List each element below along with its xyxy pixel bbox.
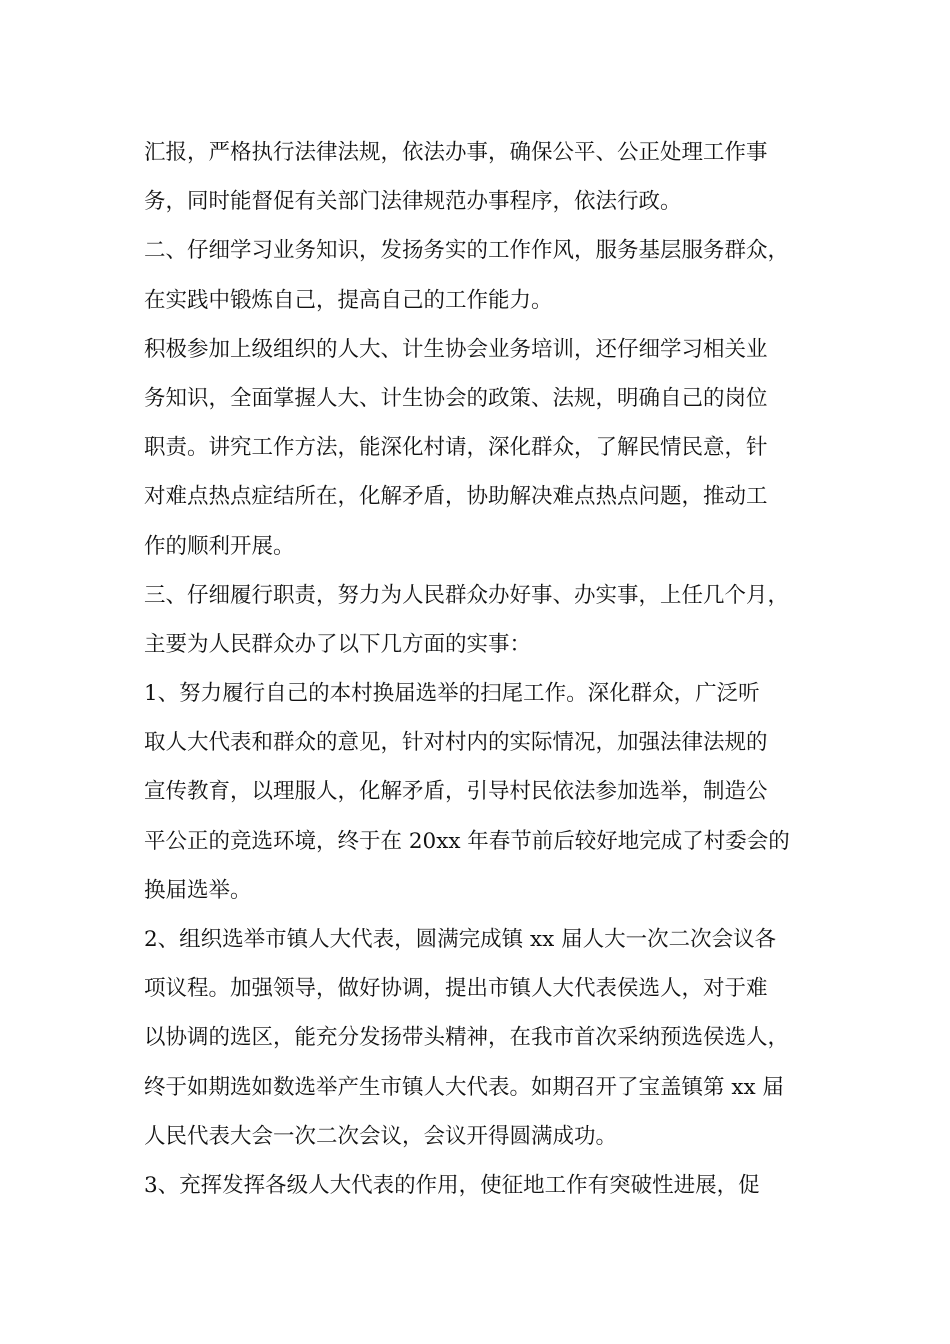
text-line: 对难点热点症结所在，化解矛盾，协助解决难点热点问题，推动工 <box>144 484 768 510</box>
text-line: 以协调的选区，能充分发扬带头精神，在我市首次采纳预选侯选人， <box>144 1025 790 1051</box>
text-line: 平公正的竞选环境，终于在 20xx 年春节前后较好地完成了村委会的 <box>144 828 790 854</box>
text-line: 务，同时能督促有关部门法律规范办事程序，依法行政。 <box>144 189 682 215</box>
text-line: 汇报，严格执行法律法规，依法办事，确保公平、公正处理工作事 <box>144 140 768 165</box>
text-line: 在实践中锻炼自己，提高自己的工作能力。 <box>144 287 553 313</box>
text-line: 人民代表大会一次二次会议，会议开得圆满成功。 <box>144 1123 618 1149</box>
text-line: 3、充挥发挥各级人大代表的作用，使征地工作有突破性进展，促 <box>144 1172 760 1198</box>
text-line: 终于如期选如数选举产生市镇人大代表。如期召开了宝盖镇第 xx 届 <box>144 1074 784 1100</box>
text-line: 项议程。加强领导，做好协调，提出市镇人大代表侯选人，对于难 <box>144 976 768 1002</box>
text-line: 务知识，全面掌握人大、计生协会的政策、法规，明确自己的岗位 <box>144 385 768 411</box>
text-line: 职责。讲究工作方法，能深化村请，深化群众，了解民情民意，针 <box>144 435 768 461</box>
text-line: 取人大代表和群众的意见，针对村内的实际情况，加强法律法规的 <box>144 730 768 756</box>
text-line: 宣传教育，以理服人，化解矛盾，引导村民依法参加选举，制造公 <box>144 779 768 805</box>
text-line: 作的顺利开展。 <box>144 533 295 559</box>
body-text <box>144 128 814 1210</box>
text-line: 二、仔细学习业务知识，发扬务实的工作作风，服务基层服务群众， <box>144 238 790 264</box>
text-line: 1、努力履行自己的本村换届选举的扫尾工作。深化群众，广泛听 <box>144 681 760 707</box>
text-line: 主要为人民群众办了以下几方面的实事： <box>144 631 532 657</box>
text-line: 2、组织选举市镇人大代表，圆满完成镇 xx 届人大一次二次会议各 <box>144 927 777 952</box>
text-line: 三、仔细履行职责，努力为人民群众办好事、办实事，上任几个月， <box>144 582 790 608</box>
text-line: 换届选举。 <box>144 877 252 903</box>
text-line: 积极参加上级组织的人大、计生协会业务培训，还仔细学习相关业 <box>144 336 768 362</box>
